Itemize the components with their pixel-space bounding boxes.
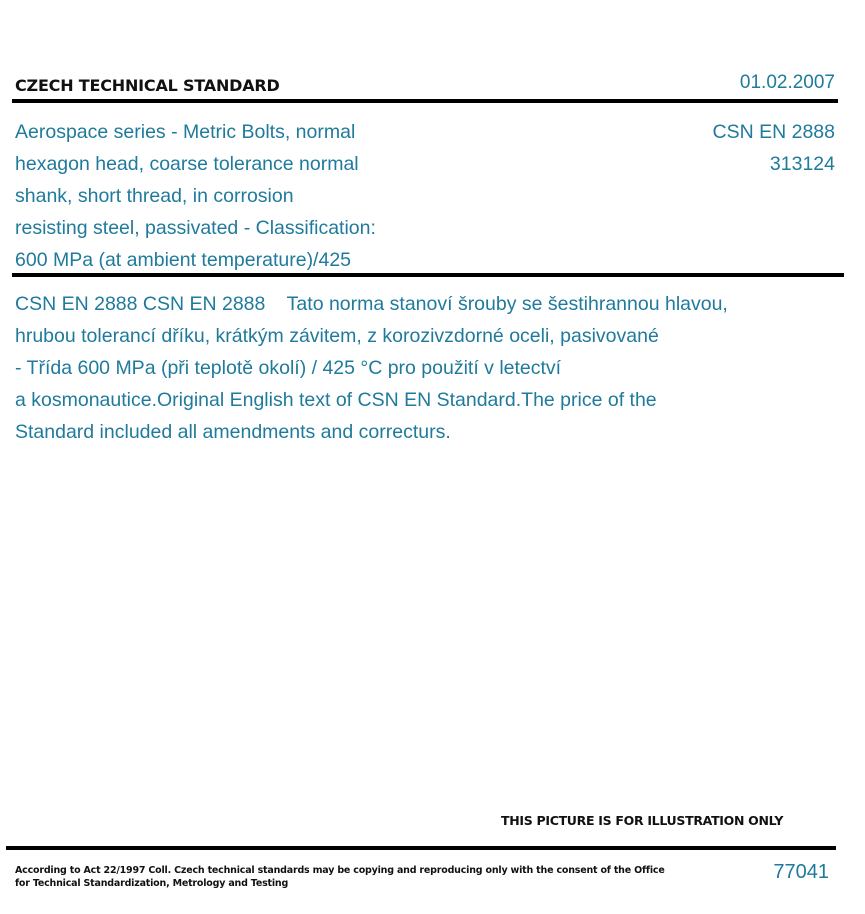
legal-notice xyxy=(15,864,665,890)
standard-title xyxy=(15,116,445,276)
illustration-disclaimer: THIS PICTURE IS FOR ILLUSTRATION ONLY xyxy=(501,813,784,828)
title-divider xyxy=(12,273,844,277)
title-line: resisting steel, passivated - Classification: xyxy=(15,217,376,239)
description-line: - Třída 600 MPa (při teplotě okolí) / 425 °C pro použití v letectví xyxy=(15,357,562,379)
legal-line: for Technical Standardization, Metrology and Testing xyxy=(15,878,289,889)
title-line: Aerospace series - Metric Bolts, normal xyxy=(15,121,356,143)
standard-description xyxy=(15,288,835,448)
title-line: shank, short thread, in corrosion xyxy=(15,185,294,207)
title-line: hexagon head, coarse tolerance normal xyxy=(15,153,359,175)
publication-date: 01.02.2007 xyxy=(739,72,835,93)
legal-line: According to Act 22/1997 Coll. Czech technical standards may be copying and reproducing only with the consent of the Office xyxy=(15,865,665,876)
description-line: CSN EN 2888 CSN EN 2888 Tato norma stanoví šrouby se šestihrannou hlavou, xyxy=(15,293,728,315)
description-line: Standard included all amendments and correcturs. xyxy=(15,421,451,443)
standard-code: CSN EN 2888 xyxy=(712,121,835,143)
description-line: a kosmonautice.Original English text of CSN EN Standard.The price of the xyxy=(15,389,657,411)
document-type-heading: CZECH TECHNICAL STANDARD xyxy=(15,76,280,95)
standard-identifiers xyxy=(713,116,835,180)
standard-number: 313124 xyxy=(769,153,835,175)
header-divider xyxy=(12,99,838,103)
title-line: 600 MPa (at ambient temperature)/425 xyxy=(15,249,352,271)
document-id: 77041 xyxy=(773,861,829,883)
description-line: hrubou tolerancí dříku, krátkým závitem, z korozivzdorné oceli, pasivované xyxy=(15,325,659,347)
footer-divider xyxy=(6,846,836,850)
